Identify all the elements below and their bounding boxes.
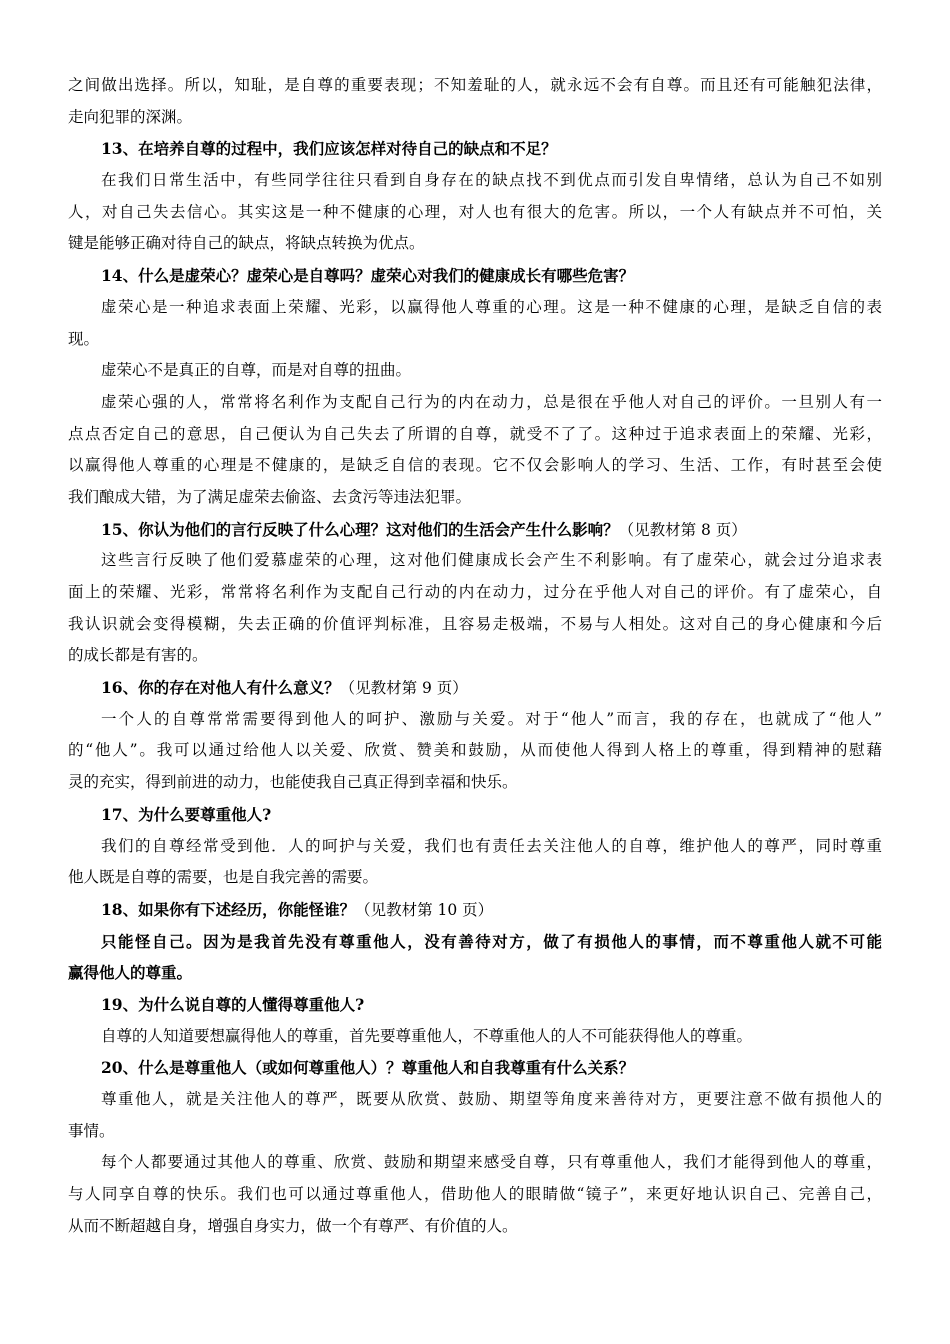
paragraph-line: 灵的充实，得到前进的动力，也能使我自己真正得到幸福和快乐。 bbox=[68, 773, 518, 792]
question-heading bbox=[68, 989, 882, 1021]
paragraph-line: 事情。 bbox=[68, 1121, 115, 1140]
question-text: 14、什么是虚荣心？虚荣心是自尊吗？虚荣心对我们的健康成长有哪些危害？ bbox=[101, 266, 635, 286]
paragraph-line: 我们酿成大错，为了满足虚荣去偷盗、去贪污等违法犯罪。 bbox=[68, 487, 472, 506]
paragraph-line: 与人同享自尊的快乐。我们也可以通过尊重他人，借助他人的眼睛做“镜子”，来更好地认识自己、完善自己， bbox=[68, 1185, 882, 1204]
paragraph-line: 的成长都是有害的。 bbox=[68, 646, 208, 665]
question-text: 18、如果你有下述经历，你能怪谁？ bbox=[101, 899, 356, 919]
document-page bbox=[68, 70, 882, 1242]
question-text: 20、什么是尊重他人（或如何尊重他人）？尊重他人和自我尊重有什么关系？ bbox=[101, 1058, 635, 1078]
question-heading bbox=[68, 260, 882, 292]
paragraph-line: 之间做出选择。所以，知耻，是自尊的重要表现；不知羞耻的人，就永远不会有自尊。而且还有可能触犯法律， bbox=[68, 76, 882, 94]
question-heading bbox=[68, 514, 882, 546]
question-heading bbox=[68, 672, 882, 704]
paragraph-line: 自尊的人知道要想赢得他人的尊重，首先要尊重他人，不尊重他人的人不可能获得他人的尊重。 bbox=[101, 1026, 753, 1045]
paragraph-line: 我们的自尊经常受到他．人的呵护与关爱，我们也有责任去关注他人的自尊，维护他人的尊严，同时尊重 bbox=[101, 836, 882, 855]
question-text: 13、在培养自尊的过程中，我们应该怎样对待自己的缺点和不足？ bbox=[101, 139, 557, 159]
paragraph-line: 虚荣心不是真正的自尊，而是对自尊的扭曲。 bbox=[101, 361, 412, 380]
paragraph-line: 的“他人”。我可以通过给他人以关爱、欣赏、赞美和鼓励，从而使他人得到人格上的尊重，得到精神的慰藉 bbox=[68, 741, 882, 760]
paragraph-line: 以赢得他人尊重的心理是不健康的，是缺乏自信的表现。它不仅会影响人的学习、生活、工作，有时甚至会使 bbox=[68, 456, 882, 475]
paragraph-line: 在我们日常生活中，有些同学往往只看到自身存在的缺点找不到优点而引发自卑情绪，总认为自己不如别 bbox=[101, 171, 882, 190]
paragraph-line: 这些言行反映了他们爱慕虚荣的心理，这对他们健康成长会产生不利影响。有了虚荣心，就会过分追求表 bbox=[101, 551, 882, 570]
answer-line-bold: 赢得他人的尊重。 bbox=[68, 963, 193, 983]
question-heading bbox=[68, 133, 882, 165]
paragraph-line: 每个人都要通过其他人的尊重、欣赏、鼓励和期望来感受自尊，只有尊重他人，我们才能得到他人的尊重， bbox=[101, 1153, 882, 1172]
paragraph-line: 虚荣心是一种追求表面上荣耀、光彩，以赢得他人尊重的心理。这是一种不健康的心理，是缺乏自信的表 bbox=[101, 297, 882, 316]
paragraph-line: 虚荣心强的人，常常将名利作为支配自己行为的内在动力，总是很在乎他人对自己的评价。一旦别人有一 bbox=[101, 392, 882, 411]
question-text: 15、你认为他们的言行反映了什么心理？这对他们的生活会产生什么影响？ bbox=[101, 519, 619, 539]
question-text: 19、为什么说自尊的人懂得尊重他人? bbox=[101, 994, 365, 1014]
paragraph-line: 点点否定自己的意思，自己便认为自己失去了所谓的自尊，就受不了了。这种过于追求表面上的荣耀、光彩， bbox=[68, 424, 882, 443]
paragraph-line: 一个人的自尊常常需要得到他人的呵护、激励与关爱。对于“他人”而言，我的存在，也就成了“他人” bbox=[101, 709, 882, 728]
paragraph-line: 人，对自己失去信心。其实这是一种不健康的心理，对人也有很大的危害。所以，一个人有缺点并不可怕，关 bbox=[68, 202, 882, 221]
question-heading bbox=[68, 799, 882, 831]
paragraph-line: 他人既是自尊的需要，也是自我完善的需要。 bbox=[68, 868, 379, 887]
textbook-reference: （见教材第 8 页） bbox=[618, 520, 747, 539]
paragraph-line: 从而不断超越自身，增强自身实力，做一个有尊严、有价值的人。 bbox=[68, 1216, 518, 1235]
paragraph-line: 现。 bbox=[68, 329, 100, 348]
paragraph-line: 走向犯罪的深渊。 bbox=[68, 107, 193, 126]
paragraph-line: 尊重他人，就是关注他人的尊严，既要从欣赏、鼓励、期望等角度来善待对方，更要注意不做有损他人的 bbox=[101, 1090, 882, 1108]
answer-line-bold: 只能怪自己。因为是我首先没有尊重他人，没有善待对方，做了有损他人的事情，而不尊重他人就不可能 bbox=[101, 931, 882, 951]
textbook-reference: （见教材第 9 页） bbox=[339, 679, 468, 698]
paragraph-line: 面上的荣耀、光彩，常常将名利作为支配自己行动的内在动力，过分在乎他人对自己的评价。有了虚荣心，自 bbox=[68, 583, 882, 601]
question-text: 17、为什么要尊重他人? bbox=[101, 804, 272, 824]
question-text: 16、你的存在对他人有什么意义？ bbox=[101, 678, 340, 698]
question-heading bbox=[68, 894, 882, 926]
textbook-reference: （见教材第 10 页） bbox=[355, 900, 494, 919]
question-heading bbox=[68, 1052, 882, 1084]
paragraph-line: 键是能够正确对待自己的缺点，将缺点转换为优点。 bbox=[68, 234, 425, 253]
paragraph-line: 我认识就会变得模糊，失去正确的价值评判标准，且容易走极端，不易与人相处。这对自己的身心健康和今后 bbox=[68, 614, 882, 633]
